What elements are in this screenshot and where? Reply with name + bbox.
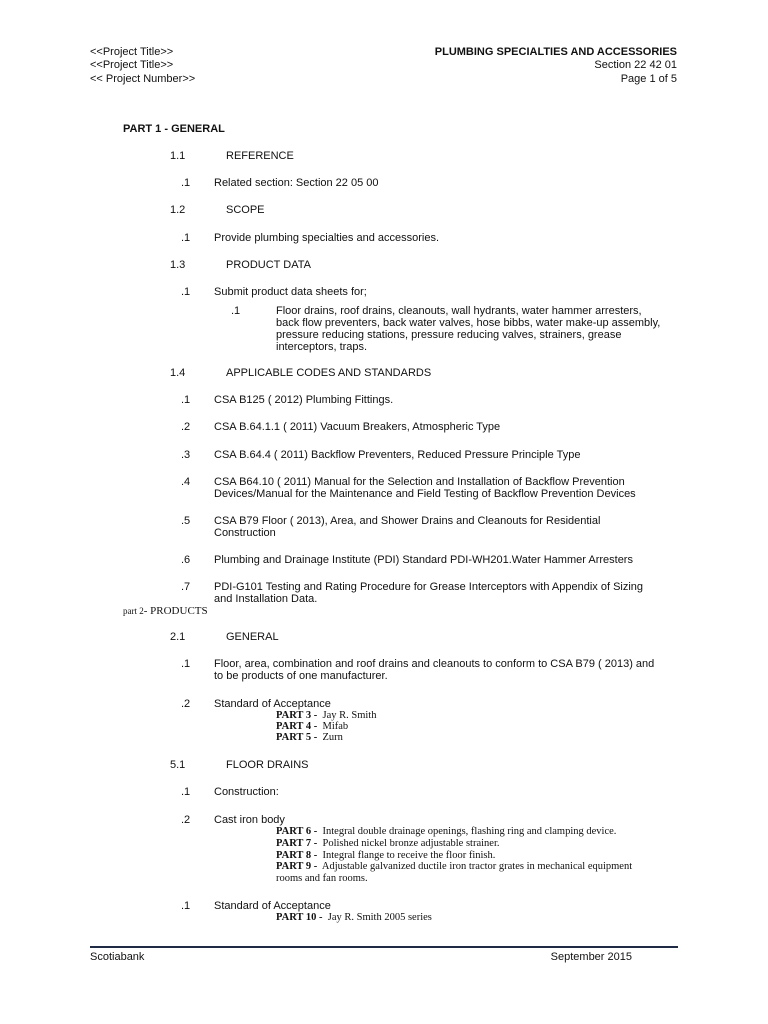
part-line xyxy=(276,861,632,873)
part1-heading: PART 1 - GENERAL xyxy=(123,123,225,135)
subitem-line: back flow preventers, back water valves, hose bibbs, water make-up assembly, xyxy=(276,317,661,329)
item-text-cont: to be products of one manufacturer. xyxy=(214,670,388,682)
item-text: Related section: Section 22 05 00 xyxy=(214,177,379,189)
subitem-line: Floor drains, roof drains, cleanouts, wall hydrants, water hammer arresters, xyxy=(276,305,642,317)
section-5-1-number: 5.1 xyxy=(170,759,186,771)
part-label: PART 4 - xyxy=(276,721,318,732)
item-text: Submit product data sheets for; xyxy=(214,286,367,298)
part-line xyxy=(276,732,343,744)
footer-date: September 2015 xyxy=(550,951,632,963)
item-number: .1 xyxy=(181,786,191,798)
item-number: .4 xyxy=(181,476,191,488)
section-2-1-title: GENERAL xyxy=(226,631,279,643)
part-text: Adjustable galvanized ductile iron tractor grates in mechanical equipment xyxy=(321,861,633,872)
standard-item-cont: Construction xyxy=(214,527,276,539)
item-number: .2 xyxy=(181,421,191,433)
footer-rule xyxy=(90,946,678,948)
standard-item: CSA B.64.1.1 ( 2011) Vacuum Breakers, Atmospheric Type xyxy=(214,421,501,433)
item-number: .2 xyxy=(181,698,191,710)
part-line xyxy=(276,826,616,838)
part-text: Integral double drainage openings, flashing ring and clamping device. xyxy=(322,826,617,837)
standard-item: Plumbing and Drainage Institute (PDI) Standard PDI-WH201.Water Hammer Arresters xyxy=(214,554,633,566)
standard-item: CSA B64.10 ( 2011) Manual for the Selection and Installation of Backflow Prevention xyxy=(214,476,625,488)
project-title-1: <<Project Title>> xyxy=(90,46,174,58)
item-number: .1 xyxy=(181,658,191,670)
section-1-3-title: PRODUCT DATA xyxy=(226,259,311,271)
part2-heading xyxy=(123,605,208,617)
item-number: .1 xyxy=(181,394,191,406)
part-text: Mifab xyxy=(322,721,349,732)
part2-heading-prefix: part 2 xyxy=(123,606,144,616)
part-line xyxy=(276,912,432,924)
item-text: Standard of Acceptance xyxy=(214,900,331,912)
section-1-4-title: APPLICABLE CODES AND STANDARDS xyxy=(226,367,432,379)
section-1-1-title: REFERENCE xyxy=(226,150,294,162)
section-5-1-title: FLOOR DRAINS xyxy=(226,759,309,771)
project-number: << Project Number>> xyxy=(90,73,196,85)
item-number: .1 xyxy=(181,286,191,298)
part-line xyxy=(276,838,500,850)
part-label: PART 3 - xyxy=(276,710,318,721)
item-text: Construction: xyxy=(214,786,279,798)
part-line-cont: rooms and fan rooms. xyxy=(276,873,368,884)
item-number: .1 xyxy=(181,232,191,244)
item-number: .1 xyxy=(181,900,191,912)
part2-heading-rest: - PRODUCTS xyxy=(143,605,208,617)
footer-left: Scotiabank xyxy=(90,951,145,963)
part-label: PART 9 - xyxy=(276,861,318,872)
part-text: Polished nickel bronze adjustable strainer. xyxy=(322,838,500,849)
section-1-2-title: SCOPE xyxy=(226,204,265,216)
part-text: Zurn xyxy=(322,732,343,743)
item-number: .3 xyxy=(181,449,191,461)
part-label: PART 5 - xyxy=(276,732,318,743)
part-label: PART 6 - xyxy=(276,826,318,837)
part-label: PART 8 - xyxy=(276,850,318,861)
item-number: .7 xyxy=(181,581,191,593)
part-text: Jay R. Smith xyxy=(322,710,377,721)
part-label: PART 7 - xyxy=(276,838,318,849)
standard-item-cont: and Installation Data. xyxy=(214,593,318,605)
document-title: PLUMBING SPECIALTIES AND ACCESSORIES xyxy=(434,46,677,58)
standard-item: CSA B79 Floor ( 2013), Area, and Shower Drains and Cleanouts for Residential xyxy=(214,515,601,527)
section-2-1-number: 2.1 xyxy=(170,631,186,643)
section-1-4-number: 1.4 xyxy=(170,367,186,379)
section-1-1-number: 1.1 xyxy=(170,150,186,162)
part-label: PART 10 - xyxy=(276,912,323,923)
item-number: .1 xyxy=(181,177,191,189)
item-number: .5 xyxy=(181,515,191,527)
standard-item: CSA B125 ( 2012) Plumbing Fittings. xyxy=(214,394,394,406)
page-number: Page 1 of 5 xyxy=(620,73,677,85)
standard-item: PDI-G101 Testing and Rating Procedure for Grease Interceptors with Appendix of Sizing xyxy=(214,581,644,593)
project-title-2: <<Project Title>> xyxy=(90,59,174,71)
section-1-3-number: 1.3 xyxy=(170,259,186,271)
item-number: .2 xyxy=(181,814,191,826)
part-text: Jay R. Smith 2005 series xyxy=(327,912,432,923)
subitem-line: interceptors, traps. xyxy=(276,341,368,353)
standard-item: CSA B.64.4 ( 2011) Backflow Preventers, Reduced Pressure Principle Type xyxy=(214,449,581,461)
item-text: Cast iron body xyxy=(214,814,285,826)
item-text: Floor, area, combination and roof drains and cleanouts to conform to CSA B79 ( 2013) and xyxy=(214,658,655,670)
item-text: Standard of Acceptance xyxy=(214,698,331,710)
standard-item-cont: Devices/Manual for the Maintenance and Field Testing of Backflow Prevention Devices xyxy=(214,488,636,500)
item-number: .6 xyxy=(181,554,191,566)
part-text: Integral flange to receive the floor finish. xyxy=(322,850,496,861)
subitem-number: .1 xyxy=(231,305,241,317)
subitem-line: pressure reducing stations, pressure reducing valves, strainers, grease xyxy=(276,329,622,341)
section-1-2-number: 1.2 xyxy=(170,204,186,216)
section-number: Section 22 42 01 xyxy=(594,59,677,71)
item-text: Provide plumbing specialties and accessories. xyxy=(214,232,440,244)
